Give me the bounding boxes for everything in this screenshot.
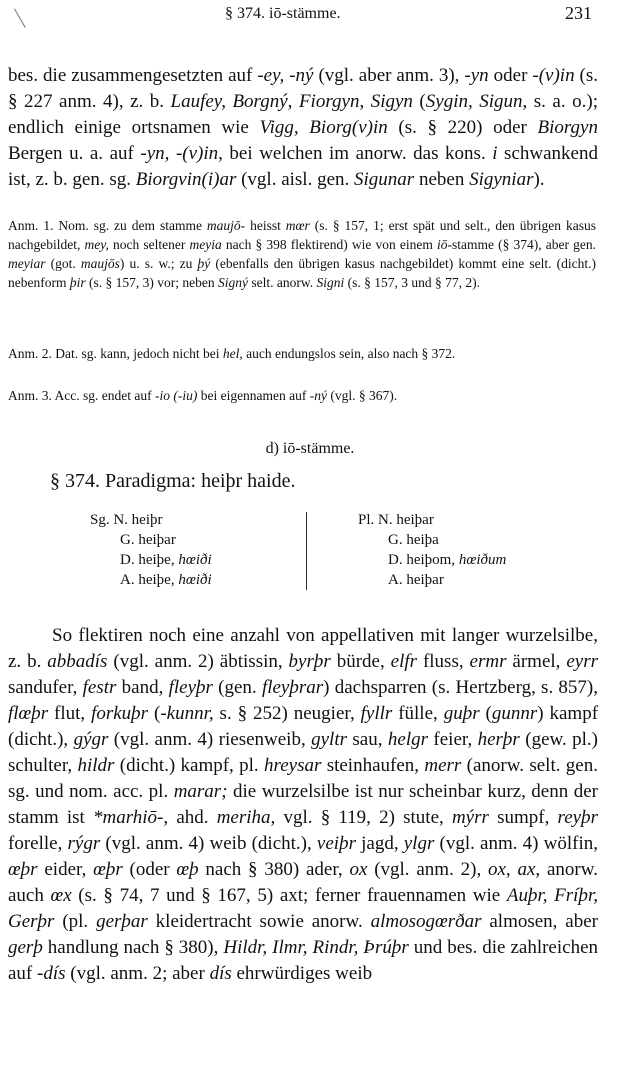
italic-term: iō: [436, 236, 448, 252]
italic-term: rýgr: [67, 833, 101, 854]
paradigm-table: [90, 510, 550, 590]
page-number: 231: [565, 3, 592, 23]
italic-term: fleyþr: [168, 677, 213, 698]
italic-term: -kunnr,: [160, 703, 214, 724]
italic-term: flœþr: [8, 703, 49, 724]
note-anm-3: Anm. 3. Acc. sg. endet auf -io (-iu) bei eigennamen auf -ný (vgl. § 367).: [8, 387, 398, 403]
italic-term: -io (-iu): [154, 387, 198, 403]
italic-term: herþr: [477, 729, 520, 750]
paradigm-plural-row: G. heiþa: [388, 532, 439, 548]
italic-term: abbadís: [47, 651, 108, 672]
italic-term: þý: [197, 255, 211, 271]
italic-term: reyþr: [557, 807, 598, 828]
italic-term: ylgr: [403, 833, 435, 854]
note-anm-2: Anm. 2. Dat. sg. kann, jedoch nicht bei hel, auch endungslos sein, also nach § 372.: [8, 345, 456, 361]
bottom-paragraph: So flektiren noch eine anzahl von appellativen mit langer wurzelsilbe, z. b. abbadís (vgl. anm. 2) äbtissin, byrþr bürde, elfr fluss, ermr ärmel, eyrr sandufer, festr band, fleyþr (gen. fleyþrar) dachsparren (s. Hertzberg, s. 857), flœþr flut, forkuþr (-kunnr, s. § 252) neugier, fyllr fülle, guþr (gunnr) kampf (dicht.), gýgr (vgl. anm. 4) riesenweib, gyltr sau, helgr feier, herþr (gew. pl.) schulter, hildr (dicht.) kampf, pl. hreysar steinhaufen, merr (anorw. selt. gen. sg. und nom. acc. pl. marar; die wurzelsilbe ist nur scheinbar kurz, denn der stamm ist *marhiō-, ahd. meriha, vgl. § 119, 2) stute, mýrr sumpf, reyþr forelle, rýgr (vgl. anm. 4) weib (dicht.), veiþr jagd, ylgr (vgl. anm. 4) wölfin, œþr eider, œþr (oder œþ nach § 380) ader, ox (vgl. anm. 2), ox, ax, anorw. auch œx (s. § 74, 7 und § 167, 5) axt; ferner frauennamen wie Auþr, Fríþr, Gerþr (pl. gerþar kleidertracht sowie anorw. almosogœrðar almosen, aber gerþ handlung nach § 380), Hildr, Ilmr, Rindr, Þrúþr und bes. die zahlreichen auf -dís (vgl. anm. 2; aber dís ehrwürdiges weib: [8, 625, 599, 984]
italic-term: gerþar: [96, 911, 148, 932]
italic-term: -dís: [37, 963, 66, 984]
italic-term: hreysar: [264, 755, 322, 776]
italic-term: mey,: [84, 236, 109, 252]
italic-term: -ey, -ný: [257, 65, 314, 86]
italic-term: hœiði: [178, 572, 212, 588]
paradigm-divider: [306, 512, 307, 590]
italic-term: gerþ: [8, 937, 43, 958]
paradigm-plural-column: [358, 510, 558, 590]
running-head: [0, 3, 620, 29]
italic-term: almosogœrðar: [370, 911, 482, 932]
italic-term: gunnr: [491, 703, 538, 724]
italic-term: helgr: [387, 729, 428, 750]
italic-term: maujōs: [80, 255, 120, 271]
italic-term: Signý: [217, 274, 248, 290]
italic-term: -ný: [309, 387, 328, 403]
italic-term: maujō-: [206, 217, 246, 233]
italic-term: hœiðum: [458, 552, 507, 568]
italic-term: fleyþrar: [261, 677, 324, 698]
italic-term: marar;: [173, 781, 228, 802]
paradigm-plural-row: Pl. N. heiþar: [358, 512, 434, 528]
italic-term: veiþr: [316, 833, 356, 854]
italic-term: forkuþr: [91, 703, 149, 724]
italic-term: -yn, -(v)in,: [140, 143, 223, 164]
italic-term: mœr: [285, 217, 310, 233]
italic-term: hildr: [77, 755, 115, 776]
paradigm-singular-row: G. heiþar: [120, 532, 176, 548]
italic-term: ox: [349, 859, 368, 880]
italic-term: meyiar: [8, 255, 46, 271]
italic-term: -yn: [464, 65, 489, 86]
italic-term: Signi: [316, 274, 345, 290]
italic-term: festr: [82, 677, 117, 698]
italic-term: Sygin, Sigun: [425, 91, 523, 112]
italic-term: byrþr: [288, 651, 331, 672]
italic-term: hœiði: [178, 552, 212, 568]
italic-term: Biorgvin(i)ar: [135, 169, 237, 190]
italic-term: Sigyniar: [469, 169, 534, 190]
italic-term: Hildr, Ilmr, Rindr, Þrúþr: [223, 937, 409, 958]
italic-term: meyia: [189, 236, 222, 252]
paradigm-singular-row: A. heiþe, hœiði: [120, 572, 212, 588]
italic-term: dís: [209, 963, 232, 984]
italic-term: Auþr, Fríþr, Gerþr: [8, 885, 598, 932]
italic-term: mýrr: [451, 807, 489, 828]
italic-term: Sigunar: [354, 169, 415, 190]
italic-term: Laufey, Borgný, Fiorgyn, Sigyn: [170, 91, 413, 112]
running-title: § 374. iō-stämme.: [225, 5, 341, 22]
subsection-heading: d) iō-stämme.: [265, 440, 355, 457]
paradigm-plural-row: A. heiþar: [388, 572, 444, 588]
italic-term: þir: [69, 274, 86, 290]
italic-term: œþr: [8, 859, 38, 880]
italic-term: œx: [50, 885, 72, 906]
italic-term: Biorgyn: [537, 117, 598, 138]
italic-term: -(v)in: [532, 65, 575, 86]
top-paragraph: bes. die zusammengesetzten auf -ey, -ný (vgl. aber anm. 3), -yn oder -(v)in (s. § 227 anm. 4), z. b. Laufey, Borgný, Fiorgyn, Sigyn (Sygin, Sigun, s. a. o.); endlich einige ortsnamen wie Vigg, Biorg(v)in (s. § 220) oder Biorgyn Bergen u. a. auf -yn, -(v)in, bei welchen im anorw. das kons. i schwankend ist, z. b. gen. sg. Biorgvin(i)ar (vgl. aisl. gen. Sigunar neben Sigyniar).: [8, 65, 599, 190]
italic-term: guþr: [443, 703, 480, 724]
italic-term: fyllr: [360, 703, 393, 724]
italic-term: elfr: [390, 651, 418, 672]
italic-term: ermr: [469, 651, 507, 672]
note-anm-1: Anm. 1. Nom. sg. zu dem stamme maujō- heisst mœr (s. § 157, 1; erst spät und selt., den übrigen kasus nachgebildet, mey, noch seltener meyia nach § 398 flektirend) wie von einem iō-stamme (§ 374), aber gen. meyiar (got. maujōs) u. s. w.; zu þý (ebenfalls den übrigen kasus nachgebildet) kommt eine selt. (dicht.) nebenform þir (s. § 157, 3) vor; neben Signý selt. anorw. Signi (s. § 157, 3 und § 77, 2).: [8, 217, 596, 290]
italic-term: ox, ax,: [488, 859, 541, 880]
paradigm-singular-row: D. heiþe, hœiði: [120, 552, 212, 568]
italic-term: Vigg, Biorg(v)in: [259, 117, 388, 138]
stray-pen-mark: [14, 3, 36, 29]
paradigm-plural-row: D. heiþom, hœiðum: [388, 552, 507, 568]
italic-term: œþr: [93, 859, 123, 880]
italic-term: gýgr: [73, 729, 109, 750]
italic-term: *marhiō-,: [93, 807, 169, 828]
paradigm-singular-row: Sg. N. heiþr: [90, 512, 163, 528]
italic-term: hel,: [222, 345, 243, 361]
italic-term: meriha,: [216, 807, 276, 828]
italic-term: gyltr: [311, 729, 347, 750]
italic-term: i: [492, 143, 498, 164]
section-title: § 374. Paradigma: heiþr haide.: [50, 470, 296, 492]
italic-term: eyrr: [566, 651, 598, 672]
italic-term: merr: [424, 755, 462, 776]
paradigm-singular-column: [90, 510, 290, 590]
italic-term: œþ: [176, 859, 199, 880]
